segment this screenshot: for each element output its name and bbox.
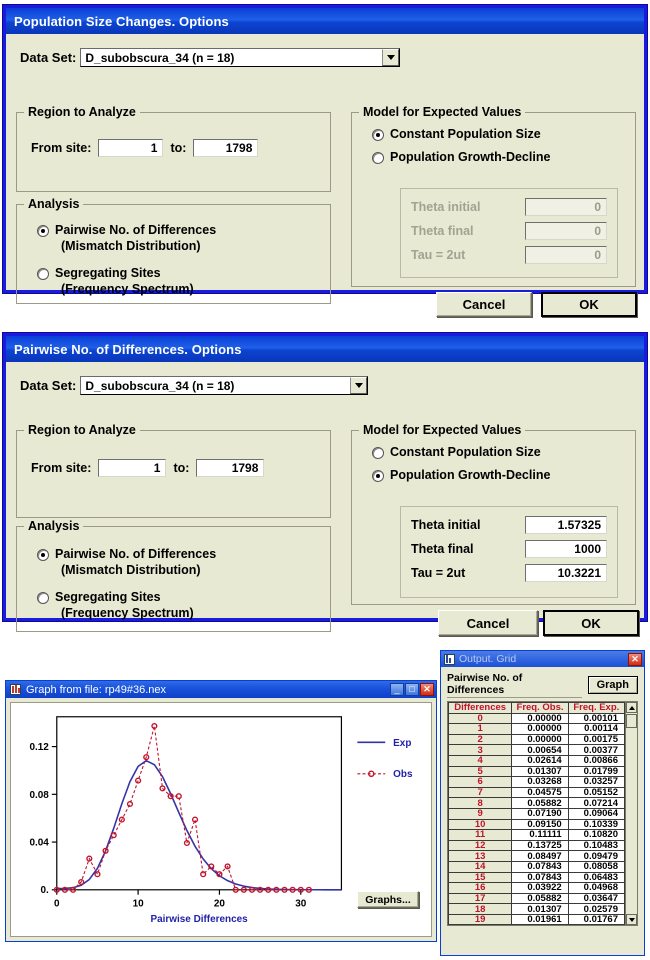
cell-freq-obs: 0.13725 [512,840,568,851]
dialog2-title-bar [6,336,644,362]
dialog2-title-text: Pairwise No. of Differences. Options [14,341,242,357]
dialog2-from-site-label: From site: [31,461,92,475]
cell-differences: 9 [449,808,512,819]
dialog2-tau-input[interactable]: 10.3221 [525,564,607,582]
dialog2-dataset-label: Data Set: [20,378,77,393]
table-row[interactable] [449,755,625,766]
output-grid-table-wrap [447,701,638,926]
table-column-header[interactable]: Freq. Obs. [512,703,568,714]
cell-freq-obs: 0.00000 [512,724,568,735]
table-column-header[interactable]: Freq. Exp. [568,703,624,714]
dialog1-analysis-group [16,197,331,304]
cell-freq-exp: 0.09479 [568,851,624,862]
radio-icon[interactable] [37,225,49,237]
dialog1-radio-pairwise-label: Pairwise No. of Differences (Mismatch Distribution) [55,223,217,253]
dialog2-theta-final-label: Theta final [411,542,474,556]
svg-text:30: 30 [295,898,307,910]
cell-freq-exp: 0.03647 [568,893,624,904]
scroll-up-icon[interactable] [626,702,637,713]
dialog2-radio-constant-pop[interactable] [372,445,635,461]
cell-freq-obs: 0.07843 [512,872,568,883]
table-row[interactable] [449,819,625,830]
cell-freq-exp: 0.10339 [568,819,624,830]
cell-freq-obs: 0.11111 [512,830,568,841]
cell-freq-obs: 0.01961 [512,914,568,925]
cell-freq-exp: 0.08058 [568,861,624,872]
dialog1-analysis-group-title: Analysis [24,197,83,211]
dialog1-theta-final-label: Theta final [411,224,474,238]
cell-freq-obs: 0.09150 [512,819,568,830]
dialog2-model-group [351,423,636,605]
graph-window-title-text: Graph from file: rp49#36.nex [26,683,167,696]
dialog2-radio-growth-decline-label: Population Growth-Decline [390,467,551,482]
close-icon[interactable]: ✕ [420,683,434,696]
cell-differences: 7 [449,787,512,798]
table-row[interactable] [449,861,625,872]
table-row[interactable] [449,777,625,788]
svg-text:20: 20 [213,898,225,910]
dialog2-theta-final-input[interactable]: 1000 [525,540,607,558]
dialog2-to-label: to: [173,461,190,475]
cell-differences: 11 [449,830,512,841]
dialog1-ok-button[interactable]: OK [541,292,637,317]
cell-freq-obs: 0.00000 [512,734,568,745]
table-body [449,713,625,925]
output-grid-header [441,667,644,701]
table-row[interactable] [449,766,625,777]
dialog1-to-input[interactable]: 1798 [193,139,258,157]
cell-freq-obs: 0.03922 [512,883,568,894]
cell-freq-exp: 0.00101 [568,713,624,724]
svg-text:0.12: 0.12 [29,742,49,754]
cell-differences: 18 [449,904,512,915]
radio-icon[interactable] [372,470,384,482]
dialog1-model-group [351,105,636,287]
cell-freq-obs: 0.05882 [512,893,568,904]
dialog1-params-group [400,188,618,278]
cell-freq-exp: 0.00175 [568,734,624,745]
cell-differences: 3 [449,745,512,756]
cell-freq-obs: 0.07843 [512,861,568,872]
dialog2-analysis-group-title: Analysis [24,519,83,533]
dialog2-body [6,362,644,631]
grid-app-icon [444,654,455,665]
cell-freq-exp: 0.03257 [568,777,624,788]
dialog1-radio-growth-decline-label: Population Growth-Decline [390,149,551,164]
dialog2-region-group [16,423,331,518]
cell-differences: 8 [449,798,512,809]
cell-differences: 10 [449,819,512,830]
svg-text:Obs: Obs [393,769,413,781]
cell-freq-obs: 0.08497 [512,851,568,862]
dialog1-radio-constant-pop-label: Constant Population Size [390,127,541,141]
dialog1-radio-growth-decline[interactable] [372,150,635,166]
radio-icon[interactable] [37,549,49,561]
table-row[interactable] [449,787,625,798]
dialog1-radio-constant-pop[interactable] [372,127,635,143]
dialog2-theta-initial-label: Theta initial [411,518,481,532]
dialog1-dataset-label: Data Set: [20,50,77,65]
table-row[interactable] [449,904,625,915]
output-grid-window [440,650,645,956]
grid-graph-button[interactable]: Graph [588,676,638,694]
table-row[interactable] [449,808,625,819]
dialog1-title-bar [6,8,644,34]
table-row[interactable] [449,851,625,862]
cell-differences: 17 [449,893,512,904]
dialog2-dataset-combobox[interactable] [80,376,368,395]
dialog1-theta-initial-input: 0 [525,198,607,216]
dialog1-radio-segregating[interactable] [37,266,330,297]
cell-differences: 1 [449,724,512,735]
cell-freq-exp: 0.00377 [568,745,624,756]
radio-icon[interactable] [372,129,384,141]
output-grid-title-text: Output. Grid [459,653,517,665]
output-grid-title-bar[interactable] [441,651,644,667]
cell-differences: 4 [449,755,512,766]
dialog2-radio-pairwise-label: Pairwise No. of Differences (Mismatch Distribution) [55,547,217,577]
dialog1-to-label: to: [170,141,187,155]
cell-freq-obs: 0.03268 [512,777,568,788]
graph-window [5,680,437,942]
dialog1-dataset-combobox[interactable] [80,48,400,67]
cell-freq-exp: 0.00114 [568,724,624,735]
cell-differences: 2 [449,734,512,745]
dialog1-body [6,34,644,312]
dialog1-from-site-label: From site: [31,141,92,155]
cell-freq-exp: 0.05152 [568,787,624,798]
graph-window-title-bar[interactable] [6,681,436,698]
table-row[interactable] [449,883,625,894]
dialog1-tau-label: Tau = 2ut [411,248,466,262]
dialog2-from-site-input[interactable]: 1 [98,459,166,477]
chart-app-icon [10,684,21,695]
cell-freq-obs: 0.00654 [512,745,568,756]
cell-differences: 6 [449,777,512,788]
cell-freq-exp: 0.09064 [568,808,624,819]
dialog1-title-text: Population Size Changes. Options [14,13,229,29]
dialog1-from-site-input[interactable]: 1 [98,139,163,157]
radio-icon[interactable] [372,447,384,459]
cell-freq-obs: 0.07190 [512,808,568,819]
maximize-icon[interactable]: □ [405,683,419,696]
dialog2-theta-initial-input[interactable]: 1.57325 [525,516,607,534]
cell-freq-exp: 0.01799 [568,766,624,777]
population-size-changes-options-dialog [3,5,647,312]
dialog1-cancel-button[interactable]: Cancel [436,292,532,317]
radio-icon[interactable] [372,152,384,164]
dialog2-radio-segregating-label: Segregating Sites (Frequency Spectrum) [55,590,194,620]
dialog1-region-group [16,105,331,192]
cell-freq-obs: 0.05882 [512,798,568,809]
pairwise-differences-options-dialog [3,333,647,631]
output-grid-table [448,702,625,925]
cell-freq-obs: 0.01307 [512,766,568,777]
scrollbar-thumb[interactable] [626,714,637,728]
dialog2-radio-constant-pop-label: Constant Population Size [390,445,541,459]
cell-differences: 19 [449,914,512,925]
dialog1-radio-segregating-label: Segregating Sites (Frequency Spectrum) [55,266,194,296]
cell-freq-exp: 0.10820 [568,830,624,841]
dialog2-params-group [400,506,618,598]
dialog2-to-input[interactable]: 1798 [196,459,264,477]
dialog2-analysis-group [16,519,331,632]
table-row[interactable] [449,713,625,724]
dialog2-radio-segregating[interactable] [37,590,330,621]
cell-differences: 13 [449,851,512,862]
table-row[interactable] [449,872,625,883]
svg-text:10: 10 [132,898,144,910]
cell-freq-obs: 0.02614 [512,755,568,766]
output-grid-subtitle: Pairwise No. of Differences [447,672,582,698]
cell-differences: 15 [449,872,512,883]
cell-differences: 5 [449,766,512,777]
dialog2-dataset-value: D_subobscura_34 (n = 18) [85,378,235,393]
cell-freq-obs: 0.04575 [512,787,568,798]
cell-differences: 14 [449,861,512,872]
table-row[interactable] [449,724,625,735]
dialog1-region-group-title: Region to Analyze [24,105,140,119]
grid-vertical-scrollbar[interactable] [625,702,637,925]
table-row[interactable] [449,798,625,809]
cell-differences: 0 [449,713,512,724]
graph-window-controls [390,683,434,696]
table-row[interactable] [449,914,625,925]
svg-text:0.08: 0.08 [29,789,49,801]
svg-text:Exp: Exp [393,737,412,749]
cell-freq-exp: 0.02579 [568,904,624,915]
dialog2-model-group-title: Model for Expected Values [359,423,525,437]
cell-freq-obs: 0.01307 [512,904,568,915]
dialog2-region-group-title: Region to Analyze [24,423,140,437]
dialog2-radio-growth-decline[interactable] [372,468,635,484]
minimize-icon[interactable]: _ [390,683,404,696]
dialog2-ok-button[interactable]: OK [543,610,639,636]
radio-icon[interactable] [37,268,49,280]
dialog2-tau-label: Tau = 2ut [411,566,466,580]
graph-window-body [6,698,436,941]
table-row[interactable] [449,830,625,841]
cell-freq-exp: 0.07214 [568,798,624,809]
table-column-header[interactable]: Differences [449,703,512,714]
dialog1-tau-input: 0 [525,246,607,264]
chevron-down-icon[interactable] [350,377,367,394]
table-header-row [449,703,625,714]
svg-text:0.: 0. [40,885,49,897]
cell-freq-exp: 0.10483 [568,840,624,851]
table-row[interactable] [449,734,625,745]
plot-frame [10,702,432,937]
radio-icon[interactable] [37,592,49,604]
close-icon[interactable]: ✕ [628,653,642,666]
dialog1-radio-pairwise[interactable] [37,223,330,254]
dialog2-radio-pairwise[interactable] [37,547,330,578]
table-row[interactable] [449,840,625,851]
cell-freq-exp: 0.06483 [568,872,624,883]
chevron-down-icon[interactable] [382,49,399,66]
scroll-down-icon[interactable] [626,914,637,925]
cell-differences: 16 [449,883,512,894]
dialog2-cancel-button[interactable]: Cancel [438,610,538,636]
svg-text:0.04: 0.04 [29,837,49,849]
svg-text:0: 0 [54,898,60,910]
cell-differences: 12 [449,840,512,851]
dialog1-theta-initial-label: Theta initial [411,200,481,214]
dialog1-theta-final-input: 0 [525,222,607,240]
cell-freq-obs: 0.00000 [512,713,568,724]
dialog1-dataset-value: D_subobscura_34 (n = 18) [85,50,235,65]
graphs-button[interactable]: Graphs... [357,891,419,908]
cell-freq-exp: 0.00866 [568,755,624,766]
dialog1-model-group-title: Model for Expected Values [359,105,525,119]
cell-freq-exp: 0.01767 [568,914,624,925]
table-row[interactable] [449,893,625,904]
table-row[interactable] [449,745,625,756]
dialog1-dataset-row [20,48,634,67]
cell-freq-exp: 0.04968 [568,883,624,894]
svg-text:Pairwise Differences: Pairwise Differences [150,914,248,926]
dialog2-dataset-row [20,376,634,395]
